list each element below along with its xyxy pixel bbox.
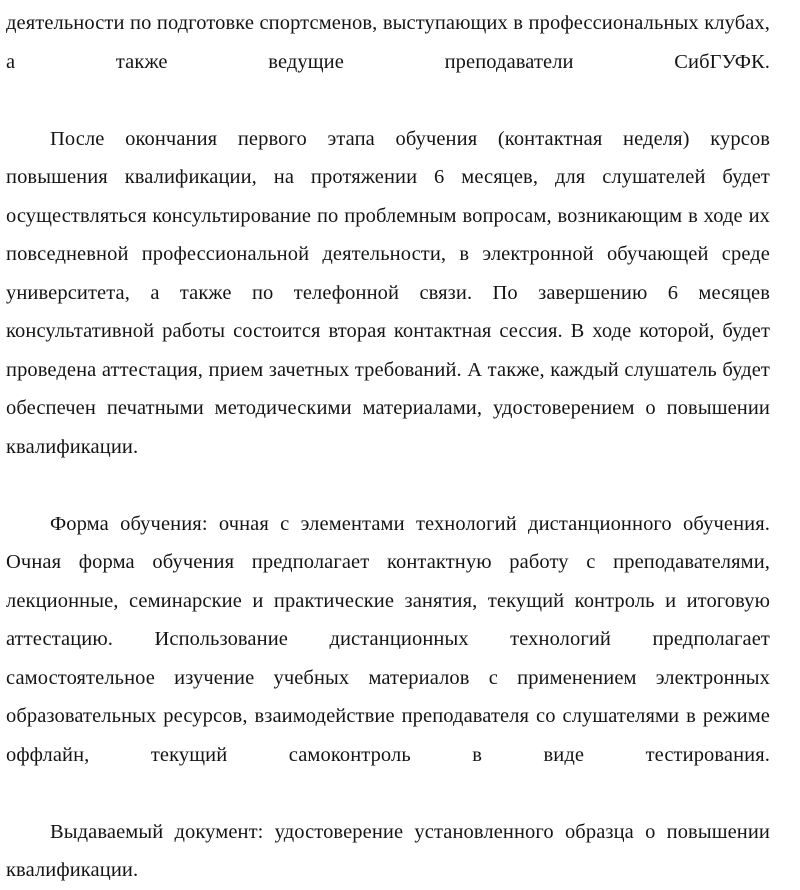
paragraph-continued: деятельности по подготовке спортсменов, выступающих в профессиональных клубах, а также ведущие преподаватели СибГУФК. [6,12,770,73]
paragraph-document-issued: Выдаваемый документ: удостоверение установленного образца о повышении квалификации. [6,820,770,881]
document-text-body [6,4,770,890]
paragraph-form-of-study: Форма обучения: очная с элементами технологий дистанционного обучения. Очная форма обучения предполагает контактную работу с преподавателями, лекционные, семинарские и практические занятия, текущий контроль и итоговую аттестацию. Использование дистанционных технологий предполагает самостоятельное изучение учебных материалов с применением электронных образовательных ресурсов, взаимодействие преподавателя со слушателями в режиме оффлайн, текущий самоконтроль в виде тестирования. [6,512,770,766]
paragraph-consulting: После окончания первого этапа обучения (контактная неделя) курсов повышения квалификации, на протяжении 6 месяцев, для слушателей будет осуществляться консультирование по проблемным вопросам, возникающим в ходе их повседневной профессиональной деятельности, в электронной обучающей среде университета, а также по телефонной связи. По завершению 6 месяцев консультативной работы состоится вторая контактная сессия. В ходе которой, будет проведена аттестация, прием зачетных требований. А также, каждый слушатель будет обеспечен печатными методическими материалами, удостоверением о повышении квалификации. [6,127,770,458]
